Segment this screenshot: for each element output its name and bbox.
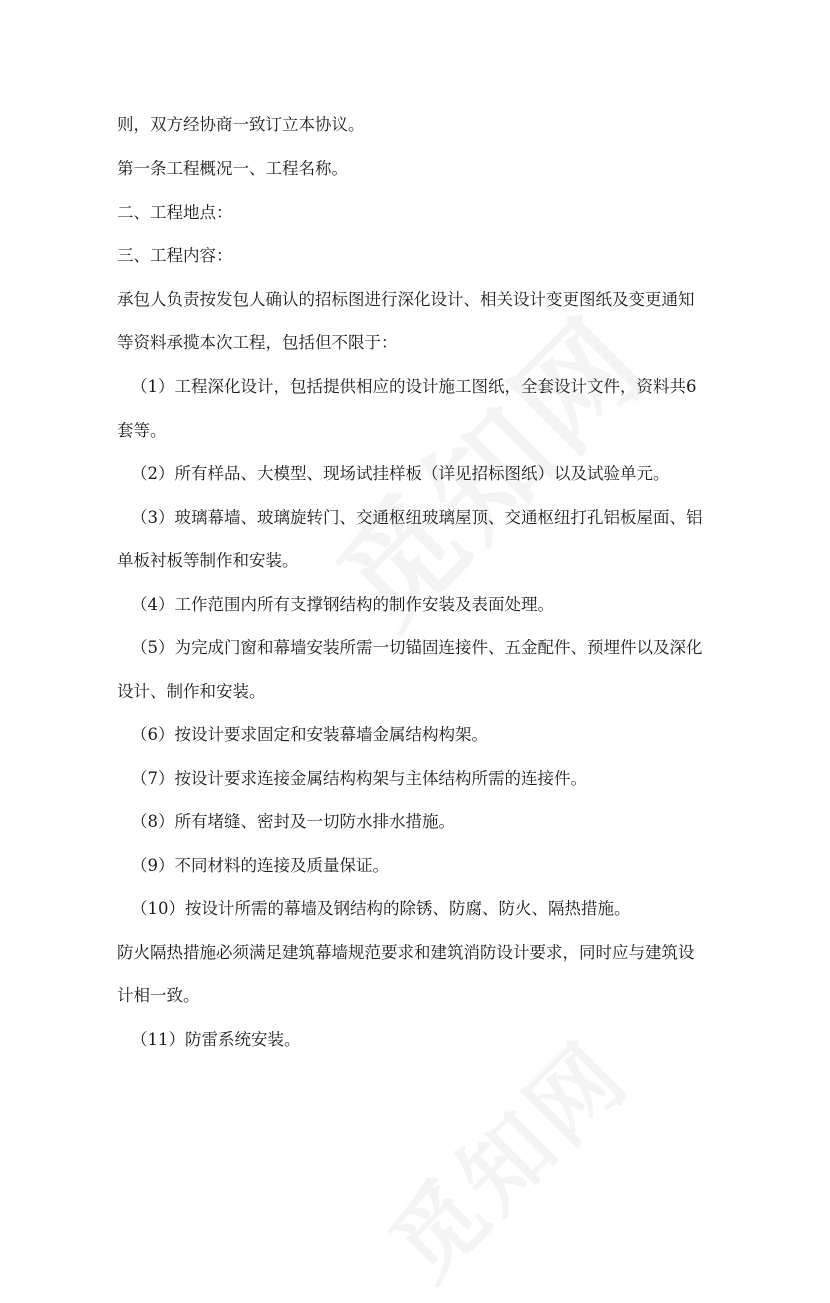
list-item: （3）玻璃幕墙、玻璃旋转门、交通枢纽玻璃屋顶、交通枢纽打孔铝板屋面、铝 bbox=[131, 508, 703, 527]
list-item: （7）按设计要求连接金属结构构架与主体结构所需的连接件。 bbox=[131, 769, 587, 788]
text-line: 防火隔热措施必须满足建筑幕墙规范要求和建筑消防设计要求，同时应与建筑设 bbox=[117, 943, 695, 962]
text-line: 套等。 bbox=[117, 421, 167, 440]
text-line: 承包人负责按发包人确认的招标图进行深化设计、相关设计变更图纸及变更通知 bbox=[117, 290, 695, 309]
list-item: （4）工作范围内所有支撑钢结构的制作安装及表面处理。 bbox=[131, 595, 554, 614]
text-line: 设计、制作和安装。 bbox=[117, 682, 266, 701]
list-item: （1）工程深化设计，包括提供相应的设计施工图纸，全套设计文件，资料共6 bbox=[131, 377, 697, 396]
text-line: 则，双方经协商一致订立本协议。 bbox=[117, 115, 365, 134]
text-line: 单板衬板等制作和安装。 bbox=[117, 551, 299, 570]
list-item: （8）所有堵缝、密封及一切防水排水措施。 bbox=[131, 812, 455, 831]
list-item: （6）按设计要求固定和安装幕墙金属结构构架。 bbox=[131, 725, 488, 744]
text-line: 计相一致。 bbox=[117, 986, 200, 1005]
list-item: （5）为完成门窗和幕墙安装所需一切锚固连接件、五金配件、预埋件以及深化 bbox=[131, 638, 703, 657]
text-line: 三、工程内容： bbox=[117, 246, 233, 265]
list-item: （2）所有样品、大模型、现场试挂样板（详见招标图纸）以及试验单元。 bbox=[131, 464, 670, 483]
article-heading: 第一条工程概况一、工程名称。 bbox=[117, 159, 348, 178]
text-line: 二、工程地点： bbox=[117, 203, 233, 222]
list-item: （10）按设计所需的幕墙及钢结构的除锈、防腐、防火、隔热措施。 bbox=[131, 899, 631, 918]
list-item: （11）防雷系统安装。 bbox=[131, 1030, 301, 1049]
list-item: （9）不同材料的连接及质量保证。 bbox=[131, 856, 389, 875]
text-line: 等资料承揽本次工程，包括但不限于： bbox=[117, 333, 398, 352]
